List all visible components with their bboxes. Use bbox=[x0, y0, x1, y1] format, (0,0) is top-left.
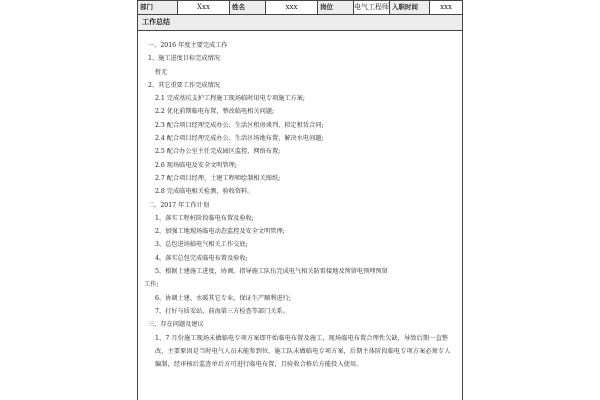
list-item: 2.6 现场临电及安全文明管理; bbox=[155, 161, 237, 169]
list-item: 7、打好与质安站、前海第三方检查等部门关系。 bbox=[155, 307, 289, 315]
summary-content bbox=[138, 31, 462, 371]
list-item: 1、落实工程桩阶段临电布置及验收; bbox=[155, 214, 254, 222]
list-item: 6、协调土建、水暖其它专业，保证生产顺利进行; bbox=[155, 294, 291, 302]
heading-issues: 三、存在问题及建议 bbox=[148, 321, 204, 329]
position-label: 岗位 bbox=[318, 1, 354, 14]
position-value: 电气工程师 bbox=[354, 1, 390, 14]
heading-2017-plan: 二、2017 年工作计划 bbox=[148, 201, 210, 209]
list-item: 3、总包进场临电气相关工作交底; bbox=[155, 241, 248, 249]
heading-2016-work: 一、2016 年度主要完成工作 bbox=[148, 42, 228, 49]
subheading-other-work: 2、其它重要工作完成情况 bbox=[148, 81, 220, 89]
list-item-continuation: 工作; bbox=[144, 281, 159, 289]
list-item: 5、根据土建施工进度，协调，指导施工队伍完成电气相关防雷接地及预留电预埋预留 bbox=[155, 268, 388, 276]
name-label: 姓名 bbox=[230, 1, 266, 14]
section-title: 工作总结 bbox=[138, 15, 462, 31]
list-item: 2.8 完成临电相关检测、验收资料。 bbox=[155, 188, 254, 196]
subheading-progress: 1、施工进度目标完成情况 bbox=[148, 55, 220, 63]
list-item: 2.5 配合办公室主任完成园区监控、网络布置; bbox=[155, 148, 281, 156]
list-item: 2.3 配合项目经理完成办公、生活区租房谈判、拟定租赁合同; bbox=[155, 121, 324, 129]
employee-info-row bbox=[138, 0, 462, 15]
list-item: 2、加强工地现场临电动态监控及安全文明管理; bbox=[155, 228, 285, 236]
name-value: xxx bbox=[266, 1, 318, 14]
join-date-value: xxx bbox=[440, 3, 452, 11]
list-item: 2.2 优化前期临电布置，整改临电相关问题; bbox=[155, 108, 275, 116]
list-item: 2.1 完成基坑支护工程施工现场临时用电专项施工方案; bbox=[155, 95, 306, 103]
list-item: 2.4 配合项目经理完成办公、生活区场地布置，解决水电问题; bbox=[155, 135, 324, 143]
dept-label: 部门 bbox=[138, 1, 178, 14]
list-item: 2.7 配合项目经理、土建工程师绘制相关图纸; bbox=[155, 174, 281, 182]
list-item: 4、落实总包完成临电布置及验收; bbox=[155, 254, 248, 262]
work-summary-form bbox=[137, 0, 463, 400]
issues-paragraph: 1、7 月份施工现场未做临电专项方案即开始临电布置及施工，现场临电布置合理性欠缺，导致后期一直整改，主要原因是当时电气人员未能参到位，施工队未做临电专项方案，后期主体阶段临电专项方案必须专人编制，经审核后监查单后方可进行临电布置，且验收合格后方能投入使用。 bbox=[155, 334, 451, 369]
progress-text: 暂无 bbox=[155, 68, 168, 76]
dept-value: Xxx bbox=[178, 1, 230, 14]
join-date-label: 入职时间 bbox=[390, 1, 430, 14]
